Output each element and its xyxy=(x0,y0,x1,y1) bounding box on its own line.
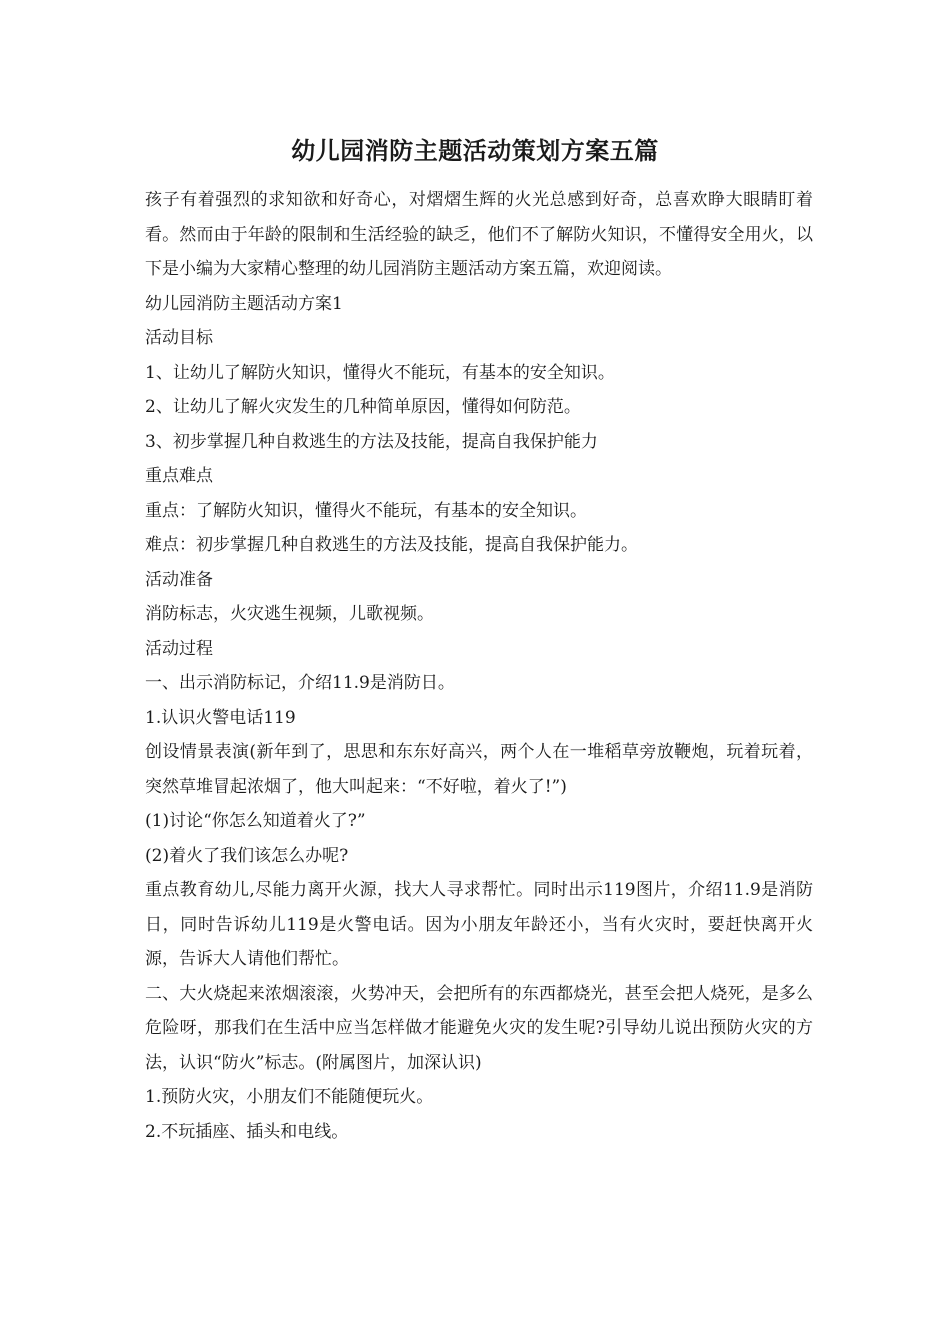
key-point: 重点：了解防火知识，懂得火不能玩，有基本的安全知识。 xyxy=(145,500,587,521)
discuss-1: (1)讨论“你怎么知道着火了?” xyxy=(145,811,366,831)
step-1: 一、出示消防标记，介绍11.9是消防日。 xyxy=(145,673,455,693)
education-paragraph: 重点教育幼儿,尽能力离开火源，找大人寻求帮忙。同时出示119图片，介绍11.9是消防日，同时告诉幼儿119是火警电话。因为小朋友年龄还小，当有火灾时，要赶快离开火源，告诉大人请他们帮忙。 xyxy=(145,880,813,969)
prep-heading: 活动准备 xyxy=(145,569,213,590)
scene-paragraph: 创设情景表演(新年到了，思思和东东好高兴，两个人在一堆稻草旁放鞭炮，玩着玩着，突然草堆冒起浓烟了，他大叫起来：“不好啦，着火了!”) xyxy=(145,742,813,797)
document-body xyxy=(145,183,813,1149)
difficult-point: 难点：初步掌握几种自救逃生的方法及技能，提高自我保护能力。 xyxy=(145,535,638,555)
goal-heading: 活动目标 xyxy=(145,328,213,348)
process-heading: 活动过程 xyxy=(145,638,213,659)
document-title: 幼儿园消防主题活动策划方案五篇 xyxy=(291,136,659,165)
step-1-1: 1.认识火警电话119 xyxy=(145,707,296,728)
discuss-2: (2)着火了我们该怎么办呢? xyxy=(145,845,349,866)
prep-text: 消防标志，火灾逃生视频，儿歌视频。 xyxy=(145,604,434,624)
step-2-2: 2.不玩插座、插头和电线。 xyxy=(145,1121,349,1142)
step-2-paragraph: 二、大火烧起来浓烟滚滚，火势冲天，会把所有的东西都烧光，甚至会把人烧死，是多么危险呀，那我们在生活中应当怎样做才能避免火灾的发生呢?引导幼儿说出预防火灾的方法，认识“防火”标志。(附属图片，加深认识) xyxy=(145,983,813,1073)
goal-item-2: 2、让幼儿了解火灾发生的几种简单原因，懂得如何防范。 xyxy=(145,397,581,417)
key-heading: 重点难点 xyxy=(145,466,213,486)
plan-heading: 幼儿园消防主题活动方案1 xyxy=(145,293,343,314)
goal-item-3: 3、初步掌握几种自救逃生的方法及技能，提高自我保护能力 xyxy=(145,431,598,452)
goal-item-1: 1、让幼儿了解防火知识，懂得火不能玩，有基本的安全知识。 xyxy=(145,362,615,383)
intro-paragraph: 孩子有着强烈的求知欲和好奇心，对熠熠生辉的火光总感到好奇，总喜欢睁大眼睛盯着看。然而由于年龄的限制和生活经验的缺乏，他们不了解防火知识，不懂得安全用火，以下是小编为大家精心整理的幼儿园消防主题活动方案五篇，欢迎阅读。 xyxy=(145,190,813,279)
step-2-1: 1.预防火灾，小朋友们不能随便玩火。 xyxy=(145,1087,434,1107)
